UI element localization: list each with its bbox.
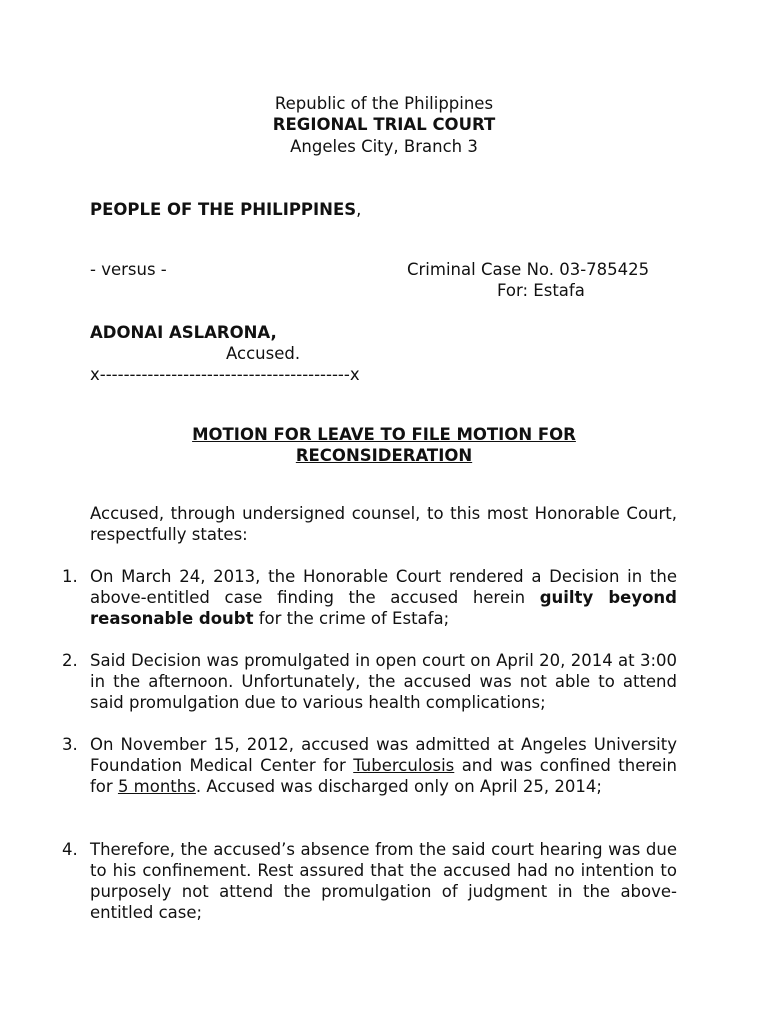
- plaintiff-name: PEOPLE OF THE PHILIPPINES: [90, 200, 357, 219]
- list-item: [62, 734, 677, 797]
- list-item-number: 4.: [62, 840, 78, 859]
- list-item-text: [90, 734, 677, 797]
- motion-title-line1: MOTION FOR LEAVE TO FILE MOTION FOR: [192, 425, 576, 444]
- list-item-text: [90, 650, 677, 713]
- intro-paragraph: Accused, through undersigned counsel, to this most Honorable Court, respectfully states:: [90, 504, 677, 544]
- header-court: REGIONAL TRIAL COURT: [272, 115, 496, 134]
- list-item-segment-underline: 5 months: [117, 777, 196, 796]
- list-item-segment: Therefore, the accused’s absence from the said court hearing was due to his confinement. Rest assured that the accused had no intention to purposely not attend the promulgation of judgment in the above-entitled case;: [90, 840, 677, 922]
- list-item-segment: On March 24, 2013, the Honorable Court rendered a Decision in the above-entitled case finding the accused herein: [90, 567, 677, 607]
- motion-title-line2: RECONSIDERATION: [295, 446, 473, 465]
- caption-separator: x------------------------------------------x: [90, 365, 360, 384]
- accused-label: Accused.: [226, 344, 301, 363]
- plaintiff-comma: ,: [356, 200, 362, 219]
- list-item-segment-bold: guilty beyond reasonable doubt: [90, 588, 677, 628]
- header-branch: Angeles City, Branch 3: [290, 137, 478, 156]
- header-republic: Republic of the Philippines: [274, 94, 494, 113]
- versus-label: - versus -: [90, 260, 167, 279]
- list-item-segment-underline: Tuberculosis: [353, 756, 455, 775]
- list-item-segment: for the crime of Estafa;: [253, 609, 450, 628]
- list-item-segment: Said Decision was promulgated in open court on April 20, 2014 at 3:00 in the afternoon. Unfortunately, the accused was not able to attend said promulgation due to various health complications;: [90, 651, 677, 712]
- list-item-number: 1.: [62, 567, 78, 586]
- list-item: [62, 566, 677, 629]
- list-item: [62, 839, 677, 923]
- case-offense: For: Estafa: [497, 281, 585, 300]
- list-item-segment: . Accused was discharged only on April 25, 2014;: [195, 777, 602, 796]
- list-item-number: 3.: [62, 735, 78, 754]
- case-number: Criminal Case No. 03-785425: [407, 260, 650, 279]
- list-item: [62, 650, 677, 713]
- list-item-segment: On November 15, 2012, accused was admitted at Angeles University Foundation Medical Center for: [90, 735, 677, 775]
- list-item-text: [90, 566, 677, 629]
- plaintiff-block: [90, 200, 361, 219]
- list-item-text: [90, 839, 677, 923]
- accused-name: ADONAI ASLARONA,: [90, 323, 277, 342]
- list-item-segment: and was confined therein for: [90, 756, 677, 796]
- list-item-number: 2.: [62, 651, 78, 670]
